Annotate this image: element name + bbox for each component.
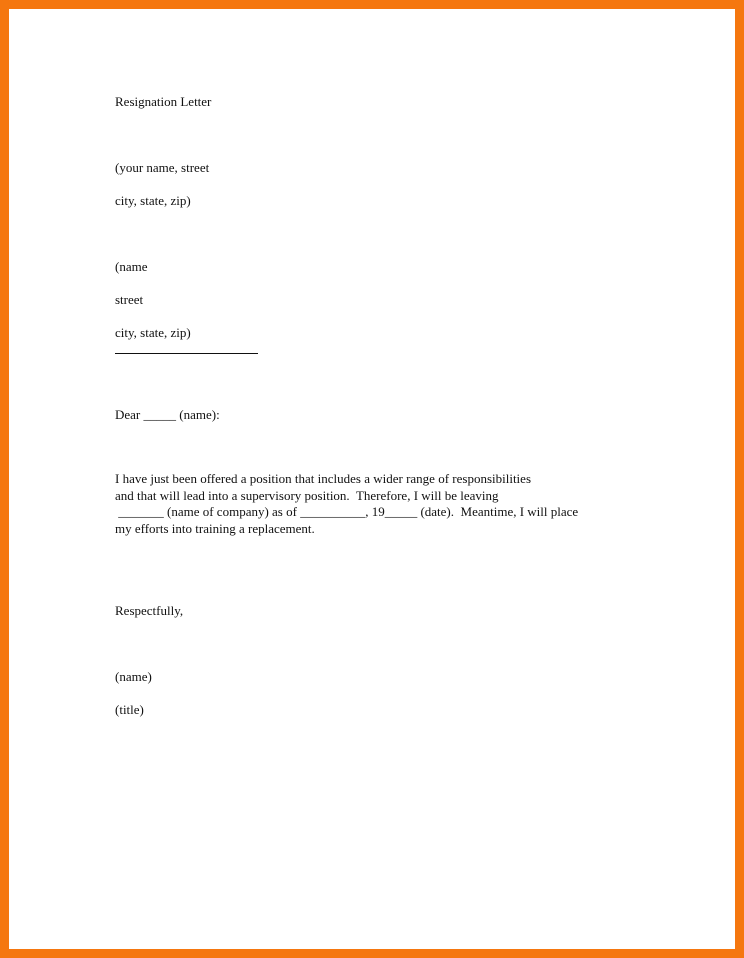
letter-body bbox=[115, 471, 615, 537]
body-line: my efforts into training a replacement. bbox=[115, 520, 315, 536]
signature-title: (title) bbox=[115, 702, 144, 717]
address-underline bbox=[115, 353, 258, 354]
closing: Respectfully, bbox=[115, 603, 184, 618]
body-line: and that will lead into a supervisory position. Therefore, I will be leaving bbox=[115, 487, 499, 503]
sender-address-line-2: city, state, zip) bbox=[115, 193, 191, 208]
signature-name: (name) bbox=[115, 669, 152, 684]
letter-document bbox=[9, 9, 735, 949]
letter-title: Resignation Letter bbox=[115, 94, 212, 109]
recipient-address-line-1: (name bbox=[115, 259, 148, 274]
sender-address-line-1: (your name, street bbox=[115, 160, 210, 175]
salutation: Dear _____ (name): bbox=[115, 407, 220, 422]
body-line: I have just been offered a position that includes a wider range of responsibilities bbox=[115, 471, 531, 486]
recipient-address-line-2: street bbox=[115, 292, 144, 307]
recipient-address-line-3: city, state, zip) bbox=[115, 325, 191, 340]
body-line: _______ (name of company) as of __________, 19_____ (date). Meantime, I will place bbox=[115, 504, 579, 519]
